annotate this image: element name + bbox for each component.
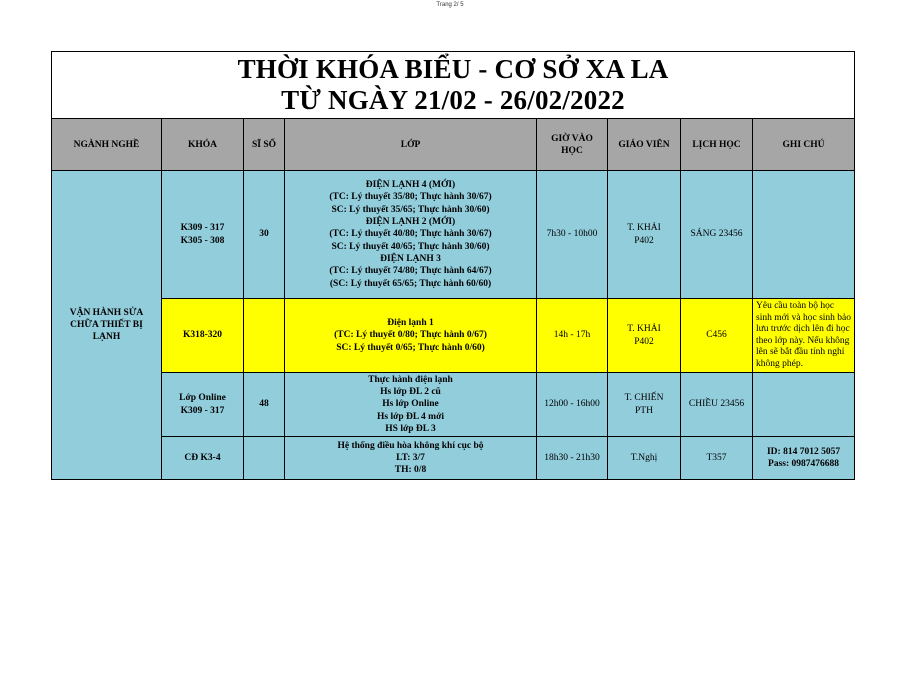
lop-line: SC: Lý thuyết 0/65; Thực hành 0/60) (336, 342, 485, 353)
giao-vien-name: T.Nghị (630, 452, 658, 463)
lop-line: ĐIỆN LẠNH 3 (380, 253, 441, 264)
lop-cell (285, 373, 537, 437)
khoa-cell (162, 171, 244, 299)
lop-line: SC: Lý thuyết 35/65; Thực hành 30/60) (331, 204, 490, 215)
header-ghi-chu: GHI CHÚ (753, 119, 855, 171)
khoa-line: K309 - 317 (180, 223, 225, 234)
giao-vien-cell (608, 171, 681, 299)
lop-line: (TC: Lý thuyết 35/80; Thực hành 30/67) (329, 192, 492, 203)
giao-vien-name: T. CHIẾN (624, 393, 664, 404)
lop-line: ĐIỆN LẠNH 4 (MỚI) (365, 180, 456, 191)
lop-line: (SC: Lý thuyết 65/65; Thực hành 60/60) (329, 278, 492, 289)
lop-cell (285, 299, 537, 373)
title-line-2: TỪ NGÀY 21/02 - 26/02/2022 (281, 85, 625, 115)
header-nganh: NGÀNH NGHỀ (52, 119, 162, 171)
header-khoa: KHÓA (162, 119, 244, 171)
giao-vien-cell (608, 373, 681, 437)
lop-line: LT: 3/7 (396, 452, 425, 463)
giao-vien-name: T. KHẢI (627, 223, 661, 234)
khoa-line: K309 - 317 (180, 405, 225, 416)
lich-hoc-cell: T357 (681, 437, 753, 480)
gio-cell: 12h00 - 16h00 (537, 373, 608, 437)
khoa-cell (162, 437, 244, 480)
khoa-cell (162, 373, 244, 437)
giao-vien-room: PTH (635, 405, 653, 416)
ghi-chu-cell (753, 437, 855, 480)
giao-vien-cell (608, 437, 681, 480)
header-gio: GIỜ VÀO HỌC (537, 119, 608, 171)
header-lich-hoc: LỊCH HỌC (681, 119, 753, 171)
table-row (52, 373, 855, 437)
header-si-so: SĨ SỐ (244, 119, 285, 171)
nganh-nghe-cell: VẬN HÀNH SỬA CHỮA THIẾT BỊ LẠNH (52, 171, 162, 480)
table-row (52, 437, 855, 480)
lich-hoc-cell: C456 (681, 299, 753, 373)
lop-line: Hệ thống điều hòa không khí cục bộ (337, 440, 484, 451)
ghi-chu-cell (753, 373, 855, 437)
gio-cell: 18h30 - 21h30 (537, 437, 608, 480)
si-so-cell (244, 437, 285, 480)
gio-cell: 14h - 17h (537, 299, 608, 373)
lop-cell (285, 437, 537, 480)
title-line-1: THỜI KHÓA BIỂU - CƠ SỞ XA LA (237, 54, 669, 84)
gio-cell: 7h30 - 10h00 (537, 171, 608, 299)
si-so-cell: 48 (244, 373, 285, 437)
lop-line: TH: 0/8 (394, 465, 427, 476)
header-lop: LỚP (285, 119, 537, 171)
giao-vien-room: P402 (634, 336, 654, 347)
ghi-chu-cell: Yêu cầu toàn bộ học sinh mới và học sinh bảo lưu trước dịch lên đi học theo lớp này. Nếu không lên sẽ bắt đầu tính nghỉ không phép. (753, 299, 855, 373)
lop-line: (TC: Lý thuyết 74/80; Thực hành 64/67) (329, 266, 492, 277)
lich-hoc-cell: CHIỀU 23456 (681, 373, 753, 437)
meeting-pass: Pass: 0987476688 (768, 459, 840, 469)
lop-line: HS lớp ĐL 3 (385, 423, 436, 434)
khoa-cell (162, 299, 244, 373)
giao-vien-cell (608, 299, 681, 373)
lop-line: Thực hành điện lạnh (368, 374, 453, 385)
giao-vien-room: P402 (634, 235, 654, 246)
meeting-id: ID: 814 7012 5057 (766, 446, 841, 457)
timetable (51, 51, 855, 480)
lop-line: Hs lớp Online (382, 399, 439, 410)
lop-line: (TC: Lý thuyết 40/80; Thực hành 30/67) (329, 229, 492, 240)
lop-line: ĐIỆN LẠNH 2 (MỚI) (365, 217, 456, 228)
khoa-line: K305 - 308 (180, 235, 225, 246)
lich-hoc-cell: SÁNG 23456 (681, 171, 753, 299)
header-row (52, 119, 855, 171)
lop-line: Hs lớp ĐL 2 cũ (380, 387, 441, 398)
lop-line: SC: Lý thuyết 40/65; Thực hành 30/60) (331, 241, 490, 252)
lop-line: Hs lớp ĐL 4 mới (376, 411, 444, 422)
page-number: Trang 2/ 5 (436, 2, 464, 8)
table-row (52, 171, 855, 299)
si-so-cell: 30 (244, 171, 285, 299)
giao-vien-name: T. KHẢI (627, 324, 661, 335)
ghi-chu-cell (753, 171, 855, 299)
lop-line: Điện lạnh 1 (387, 318, 434, 329)
khoa-line: CĐ K3-4 (184, 452, 221, 463)
header-giao-vien: GIÁO VIÊN (608, 119, 681, 171)
lop-line: (TC: Lý thuyết 0/80; Thực hành 0/67) (334, 330, 487, 341)
khoa-line: K318-320 (182, 330, 223, 341)
si-so-cell (244, 299, 285, 373)
khoa-line: Lớp Online (179, 393, 226, 404)
lop-cell (285, 171, 537, 299)
title-cell (52, 52, 855, 119)
table-row (52, 299, 855, 373)
